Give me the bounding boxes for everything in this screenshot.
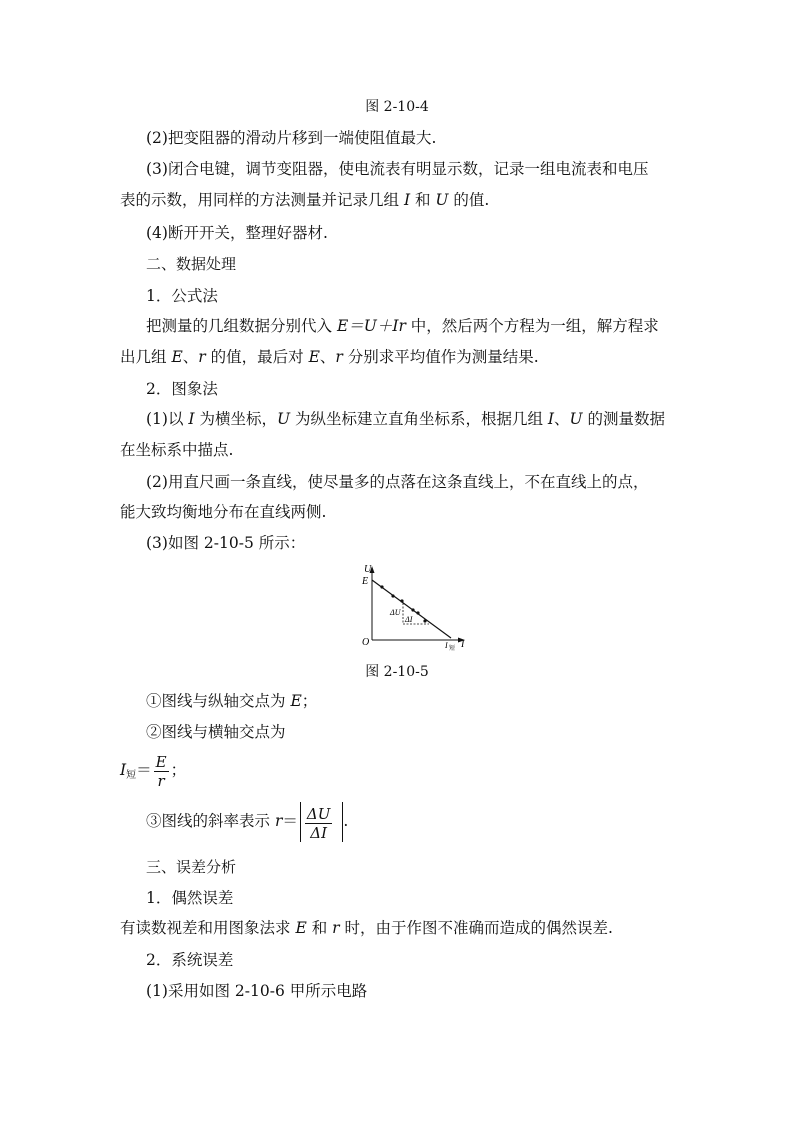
subscript: 短 <box>126 770 137 781</box>
symbol-r: r <box>335 348 343 366</box>
text: 和 <box>306 919 333 937</box>
text: 的值，最后对 <box>205 348 309 366</box>
text: ； <box>170 761 187 779</box>
data-point <box>380 585 383 588</box>
symbol-i: I <box>188 410 195 428</box>
text: 的测量数据 <box>582 410 666 428</box>
u-i-graph <box>355 560 475 652</box>
text: 的值. <box>448 191 490 209</box>
symbol-u: U <box>569 410 583 428</box>
text: 、 <box>554 410 570 428</box>
label-i-short-subscript: 短 <box>449 646 456 652</box>
equals: ＝ <box>136 761 152 779</box>
text: 把测量的几组数据分别代入 <box>146 317 337 335</box>
step-2: (2)把变阻器的滑动片移到一端使阻值最大. <box>146 129 437 147</box>
text: 为纵坐标建立直角坐标系，根据几组 <box>290 410 548 428</box>
text: ③图线的斜率表示 <box>146 812 275 830</box>
step-4: (4)断开开关，整理好器材. <box>146 224 328 242</box>
method-1-line-2 <box>120 346 539 368</box>
origin-label: O <box>362 637 370 648</box>
label-delta-i: ΔI <box>405 615 413 624</box>
symbol-e: E <box>308 348 320 366</box>
axis-label-u: U <box>364 564 372 575</box>
error-2-step-1: (1)采用如图 2-10-6 甲所示电路 <box>146 982 368 1000</box>
text: 为横坐标， <box>194 410 277 428</box>
method-1-title: 1．公式法 <box>146 287 218 305</box>
note-3 <box>146 801 348 842</box>
symbol-r: r <box>332 919 340 937</box>
symbol-i: I <box>120 761 127 779</box>
step-3-line-2 <box>120 189 489 211</box>
section-2-title: 二、数据处理 <box>146 255 237 273</box>
text: 表的示数，用同样的方法测量并记录几组 <box>120 191 404 209</box>
text: 有读数视差和用图象法求 <box>120 919 296 937</box>
graph-step-2-line-1: (2)用直尺画一条直线，使尽量多的点落在这条直线上，不在直线上的点， <box>146 473 649 491</box>
text: 、 <box>319 348 336 366</box>
text: 时，由于作图不准确而造成的偶然误差. <box>339 919 613 937</box>
label-i-short: I <box>445 641 448 650</box>
denominator: r <box>157 771 165 790</box>
symbol-e: E <box>295 919 307 937</box>
denominator: ΔI <box>310 823 327 842</box>
symbol-r: r <box>198 348 206 366</box>
figure-caption-2-10-4: 图 2-10-4 <box>365 99 429 115</box>
equation: E＝U＋Ir <box>336 317 406 335</box>
text: ； <box>301 692 318 710</box>
method-2-title: 2．图象法 <box>146 380 218 398</box>
graph-step-1-line-1 <box>146 408 665 430</box>
symbol-u: U <box>276 410 291 428</box>
fit-line <box>372 580 451 638</box>
note-2-formula <box>120 752 186 794</box>
method-1-line-1 <box>146 315 659 337</box>
text: 出几组 <box>120 348 172 366</box>
data-point <box>423 619 426 622</box>
text: 和 <box>410 191 436 209</box>
text: 、 <box>182 348 199 366</box>
symbol-e: E <box>171 348 183 366</box>
numerator: E <box>155 752 167 771</box>
symbol-i: I <box>547 410 555 428</box>
data-point <box>416 611 419 614</box>
label-delta-u: ΔU <box>390 608 401 617</box>
text: 中，然后两个方程为一组，解方程求 <box>405 317 659 335</box>
symbol-r: r <box>274 812 283 830</box>
fraction-e-over-r <box>154 753 169 790</box>
label-e: E <box>362 576 369 587</box>
graph-step-3: (3)如图 2-10-5 所示： <box>146 534 306 552</box>
error-1-title: 1．偶然误差 <box>146 889 234 907</box>
text: 分别求平均值作为测量结果. <box>342 348 539 366</box>
data-point <box>400 599 403 602</box>
text: ①图线与纵轴交点为 <box>146 692 291 710</box>
section-3-title: 三、误差分析 <box>146 858 237 876</box>
step-3-line-1: (3)闭合电键，调节变阻器，使电流表有明显示数，记录一组电流表和电压 <box>146 160 649 178</box>
note-2: ②图线与横轴交点为 <box>146 723 286 741</box>
symbol-i: I <box>403 191 411 209</box>
data-point <box>411 608 414 611</box>
symbol-u: U <box>435 191 449 209</box>
text: (1)以 <box>146 410 189 428</box>
text: . <box>343 812 349 830</box>
numerator: ΔU <box>306 804 331 823</box>
data-point <box>391 594 394 597</box>
symbol-e: E <box>290 692 302 710</box>
axis-label-i: I <box>461 639 465 650</box>
figure-caption-2-10-5: 图 2-10-5 <box>365 664 429 680</box>
graph-step-2-line-2: 能大致均衡地分布在直线两侧. <box>120 503 327 521</box>
graph-step-1-line-2: 在坐标系中描点. <box>120 441 234 459</box>
error-1-text <box>120 917 613 939</box>
absolute-value <box>300 802 343 842</box>
fraction-du-over-di <box>305 805 332 842</box>
equals: ＝ <box>282 812 298 830</box>
error-2-title: 2．系统误差 <box>146 951 234 969</box>
note-1 <box>146 690 317 712</box>
